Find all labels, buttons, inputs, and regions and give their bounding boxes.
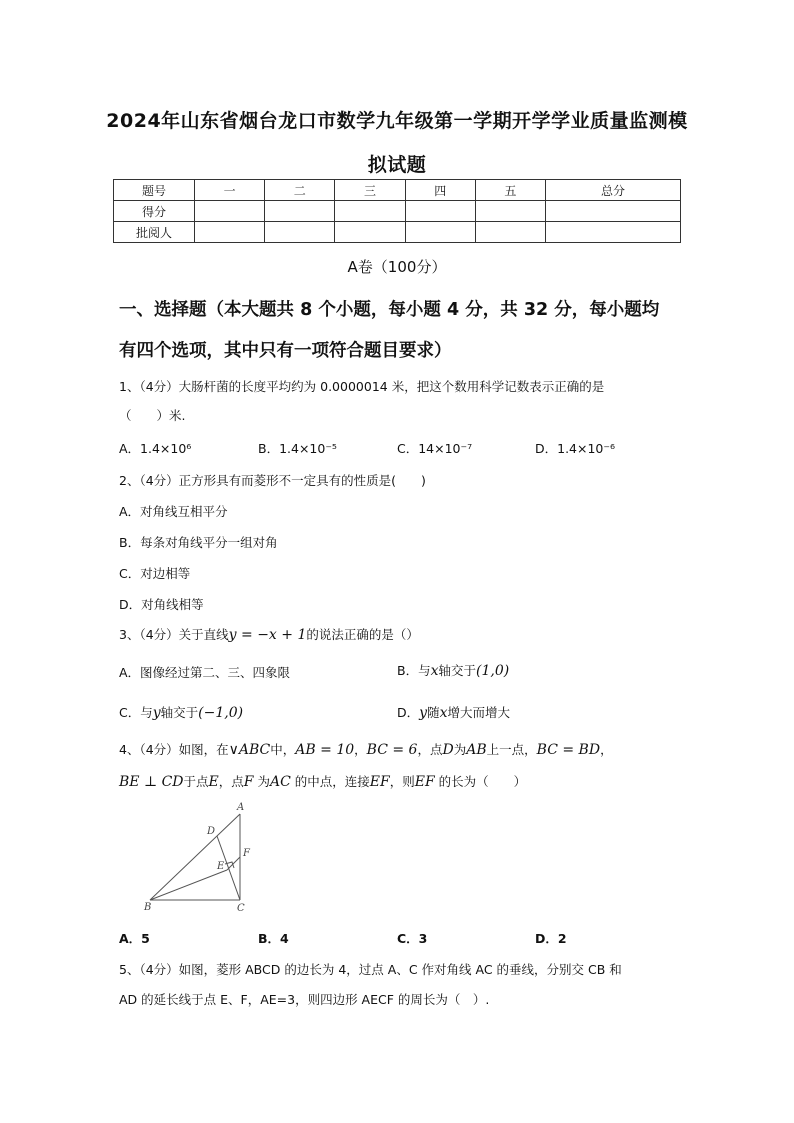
table-cell: 批阅人: [114, 222, 195, 243]
q1-stem-line1: 1、（4分）大肠杆菌的长度平均约为 0.0000014 米，把这个数用科学记数表示正确的是: [119, 379, 605, 394]
q4-triangle-figure: [140, 800, 260, 918]
q3-stem-math: y = −x + 1: [228, 627, 307, 643]
q2-stem: 2、（4分）正方形具有而菱形不一定具有的性质是( ): [119, 473, 426, 488]
table-cell: 得分: [114, 201, 195, 222]
table-cell: 二: [265, 180, 335, 201]
q1-option-b: B．1.4×10⁻⁵: [258, 441, 337, 456]
stem-math: ∨ABC: [228, 742, 271, 758]
table-cell: 三: [335, 180, 405, 201]
table-cell: 总分: [546, 180, 681, 201]
q3-stem-pre: 3、（4分）关于直线: [119, 627, 229, 642]
table-row: [114, 180, 681, 201]
stem-part: 的长为（ ）: [434, 774, 527, 789]
score-input-cell: [475, 222, 545, 243]
q3-option-c: [119, 703, 243, 721]
score-input-cell: [335, 222, 405, 243]
opt-text: 轴交于: [438, 663, 476, 678]
opt-math: x: [430, 663, 439, 679]
stem-math: E: [208, 774, 219, 790]
opt-math: y: [419, 705, 428, 721]
stem-part: ，则: [389, 774, 415, 789]
table-cell: 五: [475, 180, 545, 201]
table-cell: 题号: [114, 180, 195, 201]
section-heading-line2: 有四个选项，其中只有一项符合题目要求）: [119, 341, 452, 361]
opt-text: C．与: [119, 705, 153, 720]
opt-text: 随: [427, 705, 440, 720]
stem-part: ，: [600, 742, 613, 757]
q4-option-b: B．4: [258, 931, 289, 946]
q5-stem-line2: AD 的延长线于点 E、F，AE=3，则四边形 AECF 的周长为（ ）.: [119, 992, 490, 1007]
stem-part: 为: [253, 774, 270, 789]
label-a: A: [237, 802, 245, 813]
q4-stem-line2: [119, 772, 526, 790]
q4-option-a: A．5: [119, 931, 150, 946]
score-table: [113, 179, 681, 243]
volume-label: A卷（100分）: [347, 258, 447, 276]
stem-math: BE ⊥ CD: [119, 774, 184, 790]
q1-stem-line2: （ ）米.: [119, 408, 186, 423]
opt-math: (1,0): [476, 663, 510, 679]
q3-option-d: [397, 703, 510, 721]
q2-option-d: D．对角线相等: [119, 597, 204, 612]
score-input-cell: [265, 222, 335, 243]
stem-math: AB: [466, 742, 487, 758]
q4-stem-line1: [119, 740, 613, 758]
segment-ab: [150, 814, 240, 900]
q1-option-c: C．14×10⁻⁷: [397, 441, 473, 456]
score-input-cell: [405, 222, 475, 243]
table-row: [114, 201, 681, 222]
table-cell: 四: [405, 180, 475, 201]
label-f: F: [243, 848, 250, 859]
q1-option-d: D．1.4×10⁻⁶: [535, 441, 615, 456]
label-b: B: [144, 902, 152, 913]
q4-option-d: D．2: [535, 931, 567, 946]
score-input-cell: [195, 222, 265, 243]
q3-option-a: A．图像经过第二、三、四象限: [119, 665, 291, 680]
segment-be: [150, 870, 227, 900]
doc-title-line1: 2024年山东省烟台龙口市数学九年级第一学期开学学业质量监测模: [106, 110, 688, 132]
score-input-cell: [475, 201, 545, 222]
score-input-cell: [335, 201, 405, 222]
stem-part: 上一点，: [486, 742, 537, 757]
q2-option-c: C．对边相等: [119, 566, 191, 581]
q1-option-a: A．1.4×10⁶: [119, 441, 192, 456]
stem-part: 的中点，连接: [290, 774, 370, 789]
stem-part: ，点: [417, 742, 443, 757]
q3-stem: [119, 625, 419, 643]
stem-math: AB = 10: [295, 742, 355, 758]
q3-option-b: [397, 661, 509, 679]
stem-math: EF: [414, 774, 435, 790]
q4-option-c: C．3: [397, 931, 428, 946]
label-d: D: [207, 826, 216, 837]
score-input-cell: [405, 201, 475, 222]
opt-text: 轴交于: [160, 705, 199, 720]
opt-math: x: [439, 705, 448, 721]
q2-option-a: A．对角线互相平分: [119, 504, 228, 519]
label-e: E: [217, 861, 225, 872]
opt-math: y: [152, 705, 161, 721]
section-heading-line1: 一、选择题（本大题共 8 个小题，每小题 4 分，共 32 分，每小题均: [119, 300, 660, 320]
stem-math: AC: [269, 774, 291, 790]
stem-part: 为: [453, 742, 467, 757]
stem-math: BC = BD: [536, 742, 601, 758]
score-input-cell: [195, 201, 265, 222]
q3-stem-post: 的说法正确的是（）: [306, 627, 419, 642]
doc-title-line2: 拟试题: [367, 154, 427, 176]
stem-math: BC = 6: [366, 742, 418, 758]
stem-math: EF: [369, 774, 390, 790]
opt-text: D．: [397, 705, 420, 720]
stem-math: F: [243, 774, 254, 790]
score-input-cell: [546, 201, 681, 222]
table-cell: 一: [195, 180, 265, 201]
q2-option-b: B．每条对角线平分一组对角: [119, 535, 278, 550]
opt-text: 增大而增大: [447, 705, 510, 720]
label-c: C: [237, 903, 245, 914]
stem-part: ，: [354, 742, 367, 757]
stem-part: 中，: [270, 742, 296, 757]
opt-text: B．与: [397, 663, 431, 678]
stem-part: ，点: [218, 774, 244, 789]
stem-part: 于点: [183, 774, 209, 789]
q5-stem-line1: 5、（4分）如图，菱形 ABCD 的边长为 4，过点 A、C 作对角线 AC 的垂线，分别交 CB 和: [119, 962, 622, 977]
table-row: [114, 222, 681, 243]
stem-part: 4、（4分）如图，在: [119, 742, 229, 757]
score-input-cell: [265, 201, 335, 222]
score-input-cell: [546, 222, 681, 243]
opt-math: (−1,0): [198, 705, 244, 721]
stem-math: D: [442, 742, 454, 758]
